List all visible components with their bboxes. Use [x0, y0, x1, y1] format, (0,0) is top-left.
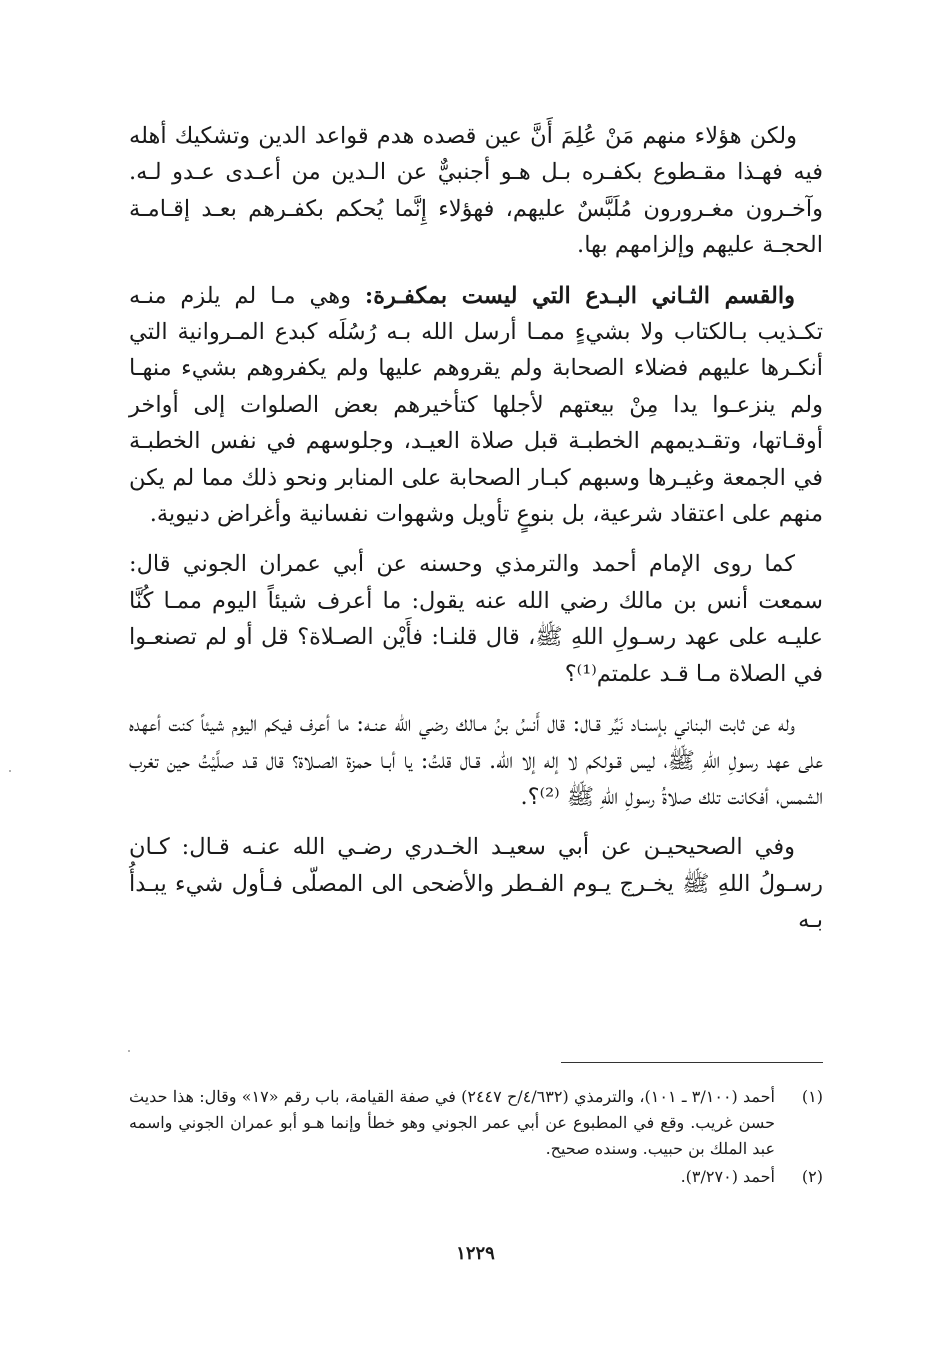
- footnote-1-number: (١): [801, 1087, 823, 1106]
- scan-speck: [9, 770, 11, 772]
- footnotes: [129, 1084, 823, 1192]
- paragraph-5-text: وفي الصحيحيـن عن أبي سعيـد الخـدري رضـي الله عنـه قـال: كـان رسـولُ اللهِ ﷺ يخـرج يـوم الفـطر والأضحى الى المصلّى فـأول شيء يبـدأُ بـه: [129, 834, 823, 934]
- paragraph-2-text: وهي مـا لم يلزم منـه تكـذيب بـالكتاب ولا بشيءٍ ممـا أرسل الله بـه رُسُلَه كبدع المـروانية التي أنكـرها عليهم فضلاء الصحابة ولم يقروهم عليها ولم يكفروهم بشيء منهـا ولم ينزعـوا يدا مِنْ بيعتهم لأجلها كتأخيرهم بعض الصلوات إلى أواخر أوقـاتها، وتقـديمهم الخطبـة قبل صلاة العيـد، وجلوسهم في نفس الخطبـة في الجمعة وغيـرها وسبهم كبـار الصحابة على المنابر ونحو ذلك مما لم يكن منهم على اعتقاد شرعية، بل بنوعٍ تأويل وشهوات نفسانية وأغراض دنيوية.: [129, 282, 823, 528]
- paragraph-5: [129, 829, 823, 938]
- paragraph-1-text: ولكن هؤلاء منهم مَنْ عُلِمَ أَنَّ عين قصده هدم قواعد الدين وتشكيك أهله فيه فهـذا مقـطوع بكفـره بـل هـو أجنبيٌّ عن الـدين من أعـدى عـدو لـه. وآخـرون مغـرورون مُلَبَّسٌ عليهم، فهؤلاء إِنَّما يُحكم بكفـرهم بعـد إقـامـة الحجـة عليهم وإلزامهم بها.: [129, 123, 823, 259]
- paragraph-3-text: كما روى الإمام أحمد والترمذي وحسنه عن أبي عمران الجوني قال: سمعت أنس بن مالك رضي الله عنه يقول: ما أعرف شيئاً اليوم ممـا كُنَّا عليـه على عهد رسـولِ اللهِ ﷺ، قال قلنـا: فأَيْن الصـلاة؟ قل أو لم تصنعـوا في الصلاة مـا قـد علمتم⁽¹⁾؟: [129, 551, 823, 687]
- paragraph-4-text: وله عن ثابت البناني بإسنـاد نَيِّر قـال: قال أَنسُ بنُ مـالك رضي الله عنـه: ما أعرف فيكم اليوم شيئاً كنت أعهده على عهد رسولِ اللهِ ﷺ، ليس قـولكم لا إله إلا الله. قـال قلتُ: يا أبـا حمزة الصـلاة؟ قال قـد صلَّيْتُ حين تغرب الشمس، أفكانت تلك صلاةُ رسولِ اللهِ ﷺ ⁽²⁾؟.: [129, 711, 823, 810]
- footnote-1: [129, 1084, 823, 1162]
- footnote-2: [129, 1164, 823, 1190]
- paragraph-2-lead: والقسم الثـاني البـدع التي ليست بمكفـرة:: [364, 282, 795, 309]
- main-text: [129, 118, 823, 953]
- footnote-2-text: أحمد (٣/٢٧٠).: [680, 1167, 775, 1186]
- paragraph-1: [129, 118, 823, 264]
- footnote-1-text: أحمد (٣/١٠٠ ـ ١٠١)، والترمذي (٤/٦٣٢/ح ٢٤٤٧) في صفة القيامة، باب رقم «١٧» وقال: هذا حديث حسن غريب. وقع في المطبوع عن أبي عمر الجوني وهو خطأ وإنما هـو أبو عمران الجوني واسمه عبد الملك بن حبيب. وسنده صحيح.: [129, 1087, 776, 1158]
- page-number: ١٢٢٩: [456, 1243, 495, 1264]
- footnote-divider: [561, 1062, 823, 1063]
- footnote-2-number: (٢): [801, 1167, 823, 1186]
- paragraph-2: [129, 278, 823, 533]
- paragraph-4: [129, 706, 823, 815]
- paragraph-3: [129, 546, 823, 692]
- scan-speck: [128, 1050, 130, 1052]
